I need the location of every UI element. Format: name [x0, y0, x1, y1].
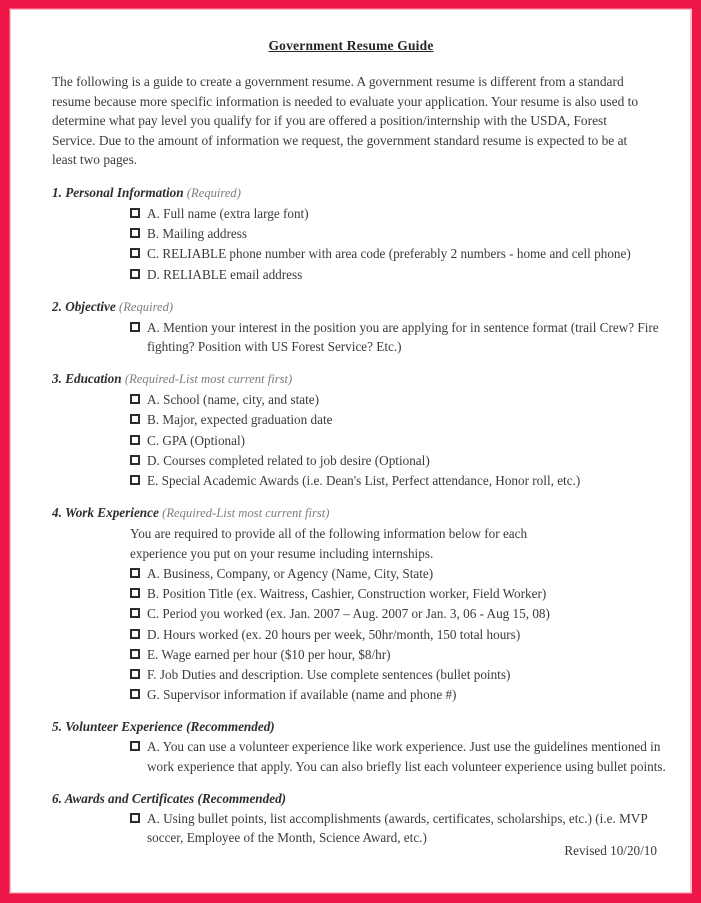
- checklist-item[interactable]: [130, 665, 678, 684]
- checkbox-icon[interactable]: [130, 568, 140, 578]
- checklist-item[interactable]: [130, 265, 678, 284]
- checklist-item-label: D. Hours worked (ex. 20 hours per week, 50hr/month, 150 total hours): [147, 626, 521, 642]
- page-title: Government Resume Guide: [268, 38, 434, 53]
- checklist-item[interactable]: [130, 431, 678, 450]
- checkbox-icon[interactable]: [130, 208, 140, 218]
- checklist-item[interactable]: [130, 471, 678, 490]
- checklist-item-label: A. Full name (extra large font): [147, 205, 309, 221]
- checkbox-icon[interactable]: [130, 608, 140, 618]
- checkbox-icon[interactable]: [130, 455, 140, 465]
- section: [52, 298, 659, 356]
- checklist-item[interactable]: [130, 204, 678, 223]
- checklist-item-label: E. Wage earned per hour ($10 per hour, $8/hr): [147, 646, 391, 662]
- section: [52, 184, 650, 284]
- red-border-top: [0, 0, 701, 9]
- checklist-item-label: A. You can use a volunteer experience like work experience. Just use the guidelines mentioned in work experience that apply. You can also briefly list each volunteer experience using bullet points.: [147, 739, 666, 774]
- section-number-title: 6. Awards and Certificates: [52, 790, 195, 806]
- checkbox-icon[interactable]: [130, 689, 140, 699]
- checklist-item[interactable]: [130, 584, 678, 603]
- section-qualifier: (Required-List most current first): [162, 506, 330, 521]
- section-heading: [52, 790, 650, 807]
- section-heading: [52, 184, 650, 202]
- checklist-item-label: C. GPA (Optional): [147, 432, 246, 448]
- section-qualifier: (Recommended): [186, 719, 275, 735]
- checkbox-icon[interactable]: [130, 813, 140, 823]
- checkbox-icon[interactable]: [130, 228, 140, 238]
- checklist-item-label: D. Courses completed related to job desire (Optional): [147, 452, 430, 468]
- section-qualifier: (Required): [186, 185, 241, 200]
- checklist-item-label: E. Special Academic Awards (i.e. Dean's List, Perfect attendance, Honor roll, etc.): [147, 473, 581, 488]
- checklist-item[interactable]: [130, 390, 678, 409]
- checklist-item[interactable]: [130, 244, 678, 263]
- section-number-title: 1. Personal Information: [52, 184, 184, 200]
- section-qualifier: (Required): [119, 299, 174, 314]
- checklist-item[interactable]: [130, 564, 678, 583]
- checkbox-icon[interactable]: [130, 435, 140, 445]
- section-items: [52, 204, 650, 284]
- checkbox-icon[interactable]: [130, 394, 140, 404]
- section-number-title: 5. Volunteer Experience: [52, 719, 183, 735]
- checklist-item-label: A. School (name, city, and state): [147, 392, 319, 408]
- checklist-item-label: D. RELIABLE email address: [147, 266, 303, 282]
- revised-date: Revised 10/20/10: [564, 843, 657, 858]
- red-border-bottom: [0, 893, 701, 903]
- checklist-item-label: C. RELIABLE phone number with area code (preferably 2 numbers - home and cell phone): [147, 246, 631, 262]
- checklist-item[interactable]: [130, 685, 678, 704]
- section-note: You are required to provide all of the following information below for each experience you put on your resume including internships.: [130, 526, 528, 561]
- checklist-item-label: A. Using bullet points, list accomplishments (awards, certificates, scholarships, etc.) (i.e. MVP soccer, Employee of the Month, Science Award, etc.): [147, 810, 648, 846]
- checklist-item[interactable]: [130, 318, 670, 356]
- section-items: [52, 737, 666, 775]
- section: [52, 790, 650, 847]
- document-sheet: [11, 11, 690, 892]
- checklist-item[interactable]: [130, 645, 678, 664]
- section: [52, 718, 666, 775]
- checkbox-icon[interactable]: [130, 475, 140, 485]
- section-heading: [52, 370, 650, 388]
- checklist-item[interactable]: [130, 604, 678, 623]
- checklist-item[interactable]: [130, 224, 678, 243]
- section: [52, 504, 650, 704]
- checklist-item[interactable]: [130, 809, 670, 847]
- checklist-item[interactable]: [130, 737, 670, 775]
- checkbox-icon[interactable]: [130, 248, 140, 258]
- checklist-item-label: B. Mailing address: [147, 226, 247, 242]
- checklist-item-label: A. Mention your interest in the position you are applying for in sentence format (trail Crew? Fire fighting? Position with US Forest Service? Etc.): [147, 319, 659, 354]
- section-items: [52, 524, 650, 704]
- section-qualifier: (Required-List most current first): [124, 372, 293, 387]
- intro-paragraph: The following is a guide to create a government resume. A government resume is different from a standard resume because more specific information is needed to evaluate your application. Your resume is also used to determine what pay level you qualify for if you are offered a position/internship with the USDA, Forest Service. Due to the amount of information we request, the government standard resume is expected to be at least two pages.: [52, 74, 639, 168]
- checklist-item-label: B. Major, expected graduation date: [147, 412, 333, 428]
- section-items: [52, 809, 650, 847]
- red-border-left: [0, 0, 10, 903]
- checklist-item-label: B. Position Title (ex. Waitress, Cashier, Construction worker, Field Worker): [147, 586, 547, 602]
- section-number-title: 3. Education: [52, 371, 122, 387]
- section-number-title: 4. Work Experience: [52, 505, 159, 521]
- checkbox-icon[interactable]: [130, 269, 140, 279]
- section-number-title: 2. Objective: [52, 298, 116, 314]
- checkbox-icon[interactable]: [130, 588, 140, 598]
- checkbox-icon[interactable]: [130, 629, 140, 639]
- checklist-item-label: A. Business, Company, or Agency (Name, City, State): [147, 566, 434, 582]
- checkbox-icon[interactable]: [130, 741, 140, 751]
- checklist-item-label: G. Supervisor information if available (name and phone #): [147, 687, 457, 703]
- checklist-item[interactable]: [130, 451, 678, 470]
- checkbox-icon[interactable]: [130, 414, 140, 424]
- section: [52, 370, 650, 490]
- checkbox-icon[interactable]: [130, 649, 140, 659]
- section-heading: [52, 718, 650, 735]
- section-items: [52, 390, 650, 490]
- section-items: [52, 318, 659, 356]
- checklist-item[interactable]: [130, 625, 678, 644]
- checklist-item[interactable]: [130, 410, 678, 429]
- checkbox-icon[interactable]: [130, 322, 140, 332]
- section-qualifier: (Recommended): [197, 790, 287, 806]
- section-heading: [52, 298, 650, 316]
- checklist-item-label: C. Period you worked (ex. Jan. 2007 – Aug. 2007 or Jan. 3, 06 - Aug 15, 08): [147, 606, 550, 622]
- checklist-item-label: F. Job Duties and description. Use complete sentences (bullet points): [147, 667, 511, 683]
- section-heading: [52, 504, 650, 522]
- sections-container: [52, 184, 666, 847]
- checkbox-icon[interactable]: [130, 669, 140, 679]
- red-border-right: [692, 0, 701, 903]
